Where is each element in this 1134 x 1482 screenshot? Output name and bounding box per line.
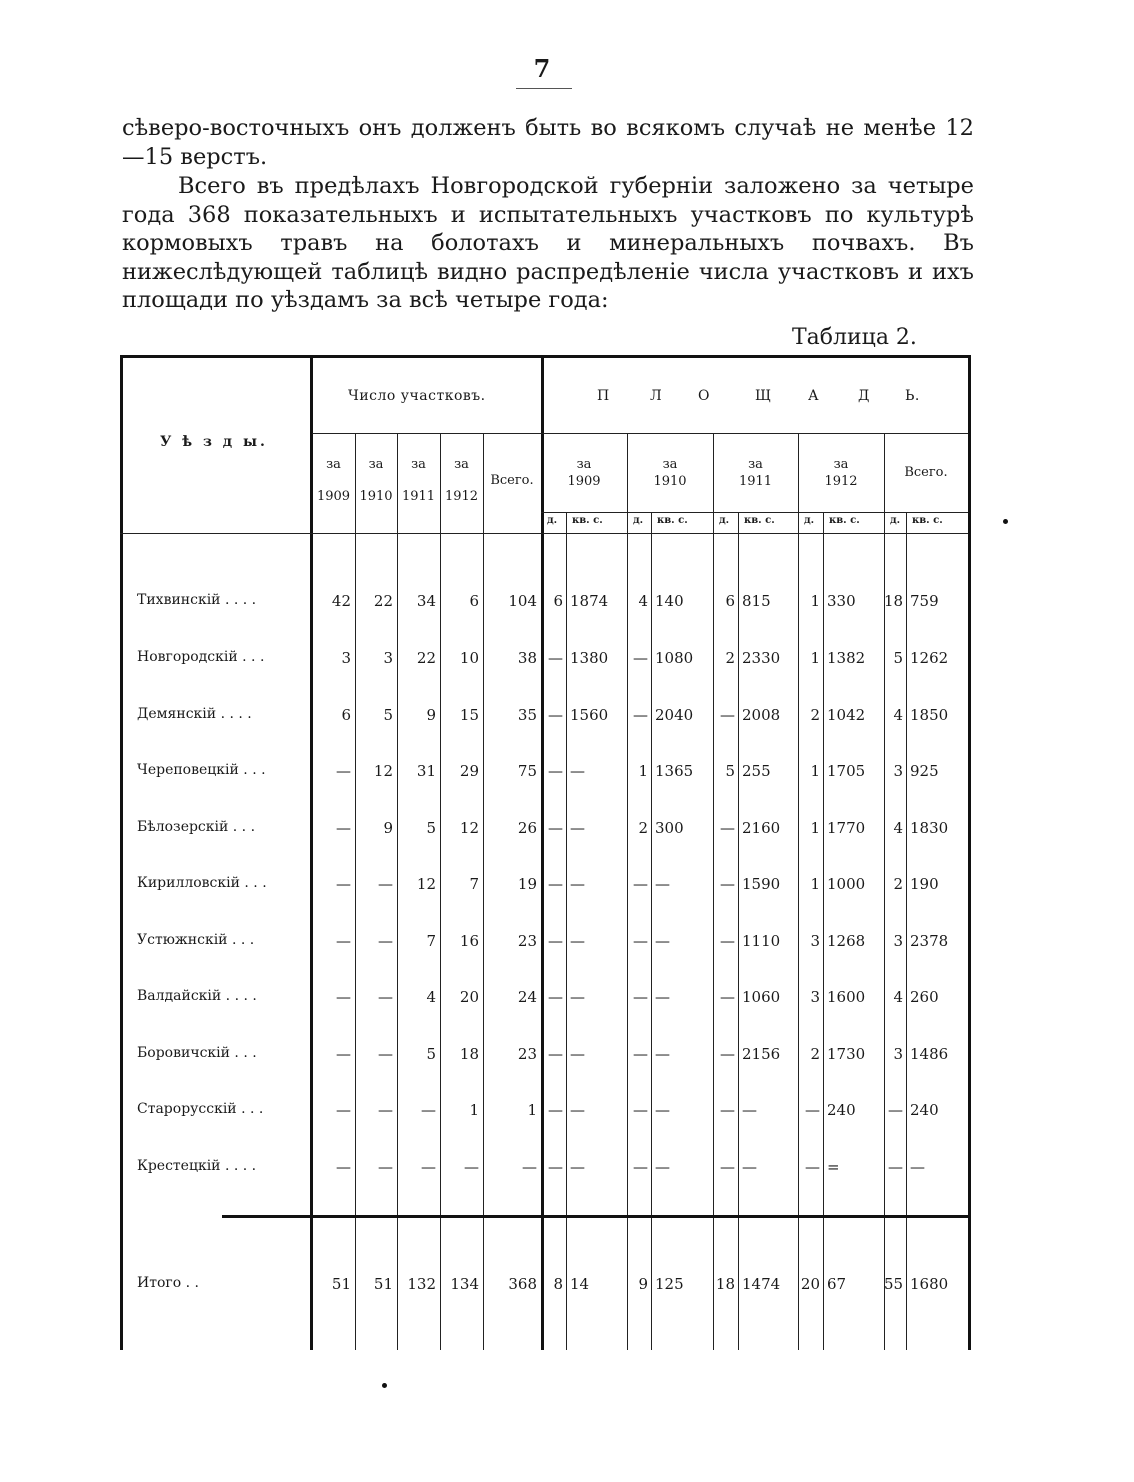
table-row-area-d: — [720, 1045, 735, 1063]
count-area-divider [541, 355, 544, 1350]
table-row-area-kvs: 1365 [655, 762, 694, 780]
table-row-count: 7 [469, 875, 479, 893]
total-row-area-d: 20 [800, 1275, 820, 1293]
table-row-count: — [336, 762, 351, 780]
table-row-area-kvs: — [655, 932, 670, 950]
table-row-count: 31 [416, 762, 436, 780]
count-year-label: 1912 [444, 489, 479, 504]
table-row-count: — [336, 875, 351, 893]
table-row-area-d: — [720, 1158, 735, 1176]
table-row-count: — [378, 1045, 393, 1063]
table-row-count: — [378, 988, 393, 1006]
table-row-count: 3 [341, 649, 351, 667]
table-row-area-kvs: 1380 [570, 649, 609, 667]
table-row-count: 26 [517, 819, 537, 837]
table-row-count: 12 [416, 875, 436, 893]
table-row-count: 7 [426, 932, 436, 950]
table-row-area-d: — [720, 1101, 735, 1119]
table-row-area-d: 1 [810, 649, 820, 667]
table-row-area-d: 1 [810, 819, 820, 837]
area-subcolumn-rule [823, 512, 824, 1350]
table-row-count: 104 [508, 592, 537, 610]
table-row-area-kvs: 1382 [827, 649, 866, 667]
total-row-count: 132 [407, 1275, 436, 1293]
table-row-area-kvs: 1486 [910, 1045, 949, 1063]
table-row-area-kvs: 255 [742, 762, 771, 780]
table-row-area-d: 5 [893, 649, 903, 667]
table-row-count: 18 [459, 1045, 479, 1063]
table-row-area-d: 3 [893, 932, 903, 950]
table-row-count: 23 [517, 1045, 537, 1063]
table-row-area-kvs: 1042 [827, 706, 866, 724]
table-row-count: 75 [517, 762, 537, 780]
area-year-za: за [576, 457, 592, 472]
table-row-area-kvs: 1705 [827, 762, 866, 780]
table-row-area-d: 2 [893, 875, 903, 893]
total-row-count: 51 [373, 1275, 393, 1293]
table-row-count: 29 [459, 762, 479, 780]
total-row-area-d: 8 [553, 1275, 563, 1293]
paragraph-2: Всего въ предѣлахъ Новгородской губерніи заложено за четыре года 368 показательныхъ и испытательныхъ участковъ по культурѣ кормовыхъ травъ на болотахъ и минеральныхъ почвахъ. Въ нижеслѣдующей таблицѣ видно распредѣленіе числа участковъ и ихъ площади по уѣздамъ за всѣ четыре года: [122, 173, 974, 313]
table-row-count: 3 [383, 649, 393, 667]
table-row-area-kvs: 1730 [827, 1045, 866, 1063]
area-group-letter: Д [858, 388, 870, 404]
table-row-count: — [378, 1158, 393, 1176]
area-total-header: Всего. [904, 465, 948, 480]
area-group-letter: П [597, 388, 610, 404]
table-row-area-d: — [720, 932, 735, 950]
table-row-area-d: — [548, 1101, 563, 1119]
table-row-count: — [336, 1101, 351, 1119]
table-row-area-d: — [720, 706, 735, 724]
table-row-name: Крестецкій . . . . [137, 1158, 257, 1174]
table-row-area-d: — [548, 762, 563, 780]
area-year-za: за [662, 457, 678, 472]
table-row-area-kvs: 1874 [570, 592, 609, 610]
table-row-name: Бѣлозерскій . . . [137, 819, 256, 835]
table-row-area-d: — [633, 875, 648, 893]
count-year-za: за [368, 457, 384, 472]
table-row-count: 38 [517, 649, 537, 667]
table-row-count: 6 [469, 592, 479, 610]
table-row-area-kvs: — [570, 932, 585, 950]
table-row-area-kvs: 2156 [742, 1045, 781, 1063]
area-year-za: за [833, 457, 849, 472]
table-row-count: 22 [373, 592, 393, 610]
table-row-area-d: 2 [725, 649, 735, 667]
table-row-count: — [378, 932, 393, 950]
total-row-area-d: 55 [884, 1275, 904, 1293]
table-row-name: Старорусскій . . . [137, 1101, 264, 1117]
total-row-count: 368 [508, 1275, 537, 1293]
table-row-area-kvs: 1080 [655, 649, 694, 667]
table-row-area-d: — [720, 875, 735, 893]
table-row-count: — [336, 988, 351, 1006]
table-row-area-kvs: 2160 [742, 819, 781, 837]
table-row-count: 16 [459, 932, 479, 950]
total-row-area-kvs: 67 [827, 1275, 847, 1293]
table-row-count: 1 [469, 1101, 479, 1119]
table-row-area-kvs: — [570, 1101, 585, 1119]
table-row-count: 4 [426, 988, 436, 1006]
table-row-area-kvs: 300 [655, 819, 684, 837]
table-row-area-kvs: — [742, 1101, 757, 1119]
table-row-count: 12 [373, 762, 393, 780]
table-row-area-d: — [548, 649, 563, 667]
unit-kvs: кв. с. [744, 515, 775, 526]
table-row-area-d: — [805, 1158, 820, 1176]
table-row-area-kvs: — [570, 875, 585, 893]
table-row-area-kvs: — [570, 988, 585, 1006]
table-row-count: — [464, 1158, 479, 1176]
table-row-area-kvs: — [655, 1158, 670, 1176]
table-row-count: 6 [341, 706, 351, 724]
table-row-name: Демянскій . . . . [137, 706, 252, 722]
table-row-count: 24 [517, 988, 537, 1006]
table-row-area-d: 2 [810, 1045, 820, 1063]
table-row-area-d: 6 [553, 592, 563, 610]
total-row-count: 134 [450, 1275, 479, 1293]
table-row-area-d: — [633, 706, 648, 724]
total-separator-rule [222, 1215, 970, 1218]
table-row-area-d: — [888, 1101, 903, 1119]
table-row-count: 23 [517, 932, 537, 950]
table-row-area-kvs: 815 [742, 592, 771, 610]
table-row-area-kvs: 1000 [827, 875, 866, 893]
table-left-rule [120, 355, 123, 1350]
table-row-area-kvs: 2330 [742, 649, 781, 667]
table-row-area-kvs: — [570, 819, 585, 837]
table-row-area-d: 3 [893, 1045, 903, 1063]
table-row-count: 12 [459, 819, 479, 837]
table-row-area-kvs: — [655, 875, 670, 893]
table-row-area-d: 4 [893, 706, 903, 724]
unit-d: д. [804, 515, 815, 526]
table-caption: Таблица 2. [792, 325, 917, 350]
table-row-area-kvs: 260 [910, 988, 939, 1006]
area-group-letter: Щ [755, 388, 772, 404]
table-row-area-d: 4 [638, 592, 648, 610]
table-row-area-kvs: — [655, 1101, 670, 1119]
area-year-label: 1910 [653, 474, 687, 489]
table-row-area-kvs: 1600 [827, 988, 866, 1006]
district-column-header: У ѣ з д ы. [160, 434, 268, 450]
table-row-count: 1 [527, 1101, 537, 1119]
unit-d: д. [633, 515, 644, 526]
table-row-area-kvs: = [827, 1158, 840, 1176]
table-row-area-kvs: 1268 [827, 932, 866, 950]
table-row-area-d: — [548, 706, 563, 724]
scan-speck [382, 1383, 387, 1388]
table-row-count: — [421, 1158, 436, 1176]
table-row-area-kvs: 240 [910, 1101, 939, 1119]
table-row-area-kvs: 190 [910, 875, 939, 893]
unit-kvs: кв. с. [657, 515, 688, 526]
table-row-count: — [378, 1101, 393, 1119]
table-row-area-d: 3 [893, 762, 903, 780]
total-row-area-kvs: 1680 [910, 1275, 949, 1293]
table-row-area-kvs: — [570, 1158, 585, 1176]
unit-kvs: кв. с. [572, 515, 603, 526]
table-row-area-kvs: 1060 [742, 988, 781, 1006]
table-row-area-d: 2 [810, 706, 820, 724]
table-row-area-d: — [720, 988, 735, 1006]
table-row-area-d: — [633, 1045, 648, 1063]
table-row-count: — [336, 819, 351, 837]
table-row-count: — [336, 932, 351, 950]
table-row-area-d: 1 [810, 762, 820, 780]
table-row-area-kvs: — [570, 762, 585, 780]
table-row-name: Тихвинскій . . . . [137, 592, 257, 608]
table-row-area-kvs: 1262 [910, 649, 949, 667]
area-subcolumn-rule [906, 512, 907, 1350]
count-year-za: за [411, 457, 426, 472]
area-group-letter: Л [650, 388, 663, 404]
table-row-area-kvs: 1830 [910, 819, 949, 837]
table-row-name: Валдайскій . . . . [137, 988, 257, 1004]
table-row-area-d: — [633, 649, 648, 667]
table-row-area-kvs: 1770 [827, 819, 866, 837]
page-number: 7 [533, 54, 551, 83]
table-row-area-d: 6 [725, 592, 735, 610]
count-year-za: за [454, 457, 469, 472]
count-total-header: Всего. [490, 473, 534, 488]
area-subcolumn-rule [738, 512, 739, 1350]
table-row-area-d: 18 [884, 592, 904, 610]
table-row-count: 10 [459, 649, 479, 667]
area-subcolumn-rule [651, 512, 652, 1350]
table-row-count: 22 [416, 649, 436, 667]
table-row-count: — [421, 1101, 436, 1119]
table-row-area-kvs: 759 [910, 592, 939, 610]
table-row-area-d: — [720, 819, 735, 837]
table-row-name: Устюжнскій . . . [137, 932, 255, 948]
header-year-rule [541, 512, 968, 513]
total-row-area-kvs: 1474 [742, 1275, 781, 1293]
table-row-count: — [336, 1045, 351, 1063]
unit-d: д. [719, 515, 730, 526]
table-row-area-d: — [633, 932, 648, 950]
table-top-rule [120, 355, 970, 358]
table-row-area-kvs: 1560 [570, 706, 609, 724]
table-row-count: 5 [383, 706, 393, 724]
table-row-area-kvs: 2040 [655, 706, 694, 724]
table-row-count: — [522, 1158, 537, 1176]
table-row-area-d: 3 [810, 988, 820, 1006]
table-row-area-d: — [888, 1158, 903, 1176]
area-subcolumn-rule [566, 512, 567, 1350]
area-year-label: 1911 [738, 474, 773, 489]
count-year-label: 1909 [316, 489, 351, 504]
area-year-label: 1909 [567, 474, 601, 489]
table-row-name: Череповецкій . . . [137, 762, 266, 778]
table-row-area-kvs: 2008 [742, 706, 781, 724]
area-group-letter: Ь. [905, 388, 920, 404]
total-row-area-kvs: 125 [655, 1275, 684, 1293]
table-row-area-d: — [633, 988, 648, 1006]
table-row-area-d: 1 [810, 592, 820, 610]
table-row-area-kvs: 2378 [910, 932, 949, 950]
table-row-count: — [336, 1158, 351, 1176]
table-row-count: 9 [383, 819, 393, 837]
table-row-area-d: — [548, 932, 563, 950]
table-row-area-kvs: 140 [655, 592, 684, 610]
table-row-area-d: — [548, 819, 563, 837]
unit-d: д. [547, 515, 558, 526]
unit-d: д. [890, 515, 901, 526]
unit-kvs: кв. с. [912, 515, 943, 526]
area-year-za: за [748, 457, 763, 472]
total-row-area-d: 9 [638, 1275, 648, 1293]
table-row-count: 15 [459, 706, 479, 724]
table-row-area-d: 1 [638, 762, 648, 780]
header-subgroup-rule [312, 433, 968, 434]
table-row-area-kvs: — [655, 988, 670, 1006]
table-row-area-d: 2 [638, 819, 648, 837]
table-row-area-kvs: 330 [827, 592, 856, 610]
table-row-area-d: — [548, 988, 563, 1006]
area-group-letter: О [698, 388, 710, 404]
area-year-label: 1912 [824, 474, 858, 489]
table-row-name: Новгородскій . . . [137, 649, 265, 665]
table-row-area-kvs: 1110 [742, 932, 781, 950]
table-row-count: 19 [517, 875, 537, 893]
table-row-area-kvs: — [910, 1158, 925, 1176]
table-row-area-kvs: 925 [910, 762, 939, 780]
table-row-name: Кирилловскій . . . [137, 875, 267, 891]
table-row-area-kvs: — [742, 1158, 757, 1176]
table-row-count: 35 [517, 706, 537, 724]
table-row-area-d: — [548, 875, 563, 893]
table-row-count: — [378, 875, 393, 893]
count-year-za: за [326, 457, 341, 472]
table-row-count: 9 [426, 706, 436, 724]
table-row-name: Боровичскій . . . [137, 1045, 257, 1061]
table-row-area-kvs: 240 [827, 1101, 856, 1119]
total-row-name: Итого . . [137, 1275, 199, 1291]
table-row-area-d: 4 [893, 988, 903, 1006]
unit-kvs: кв. с. [829, 515, 860, 526]
table-row-count: 5 [426, 1045, 436, 1063]
table-row-count: 34 [416, 592, 436, 610]
table-row-count: 20 [459, 988, 479, 1006]
count-group-header: Число участковъ. [348, 388, 486, 404]
paragraph-1: сѣверо-восточныхъ онъ долженъ быть во всякомъ случаѣ не менѣе 12—15 верстъ. [122, 115, 974, 170]
table-row-area-d: 4 [893, 819, 903, 837]
table-row-area-d: — [633, 1101, 648, 1119]
table-row-area-kvs: — [570, 1045, 585, 1063]
scan-speck [1003, 519, 1008, 524]
table-row-area-d: — [633, 1158, 648, 1176]
total-row-area-kvs: 14 [570, 1275, 590, 1293]
total-row-count: 51 [331, 1275, 351, 1293]
table-row-area-kvs: 1850 [910, 706, 949, 724]
header-bottom-rule [120, 533, 968, 534]
table-row-area-kvs: 1590 [742, 875, 781, 893]
count-year-label: 1910 [359, 489, 393, 504]
table-row-area-d: — [548, 1158, 563, 1176]
table-row-area-d: 3 [810, 932, 820, 950]
table-row-count: 5 [426, 819, 436, 837]
total-row-area-d: 18 [715, 1275, 735, 1293]
table-row-area-d: 5 [725, 762, 735, 780]
table-row-area-d: 1 [810, 875, 820, 893]
table-row-area-kvs: — [655, 1045, 670, 1063]
table-right-rule [968, 355, 971, 1350]
table-row-area-d: — [805, 1101, 820, 1119]
table-row-area-d: — [548, 1045, 563, 1063]
table-row-count: 42 [331, 592, 351, 610]
count-year-label: 1911 [401, 489, 436, 504]
area-group-letter: А [808, 388, 820, 404]
